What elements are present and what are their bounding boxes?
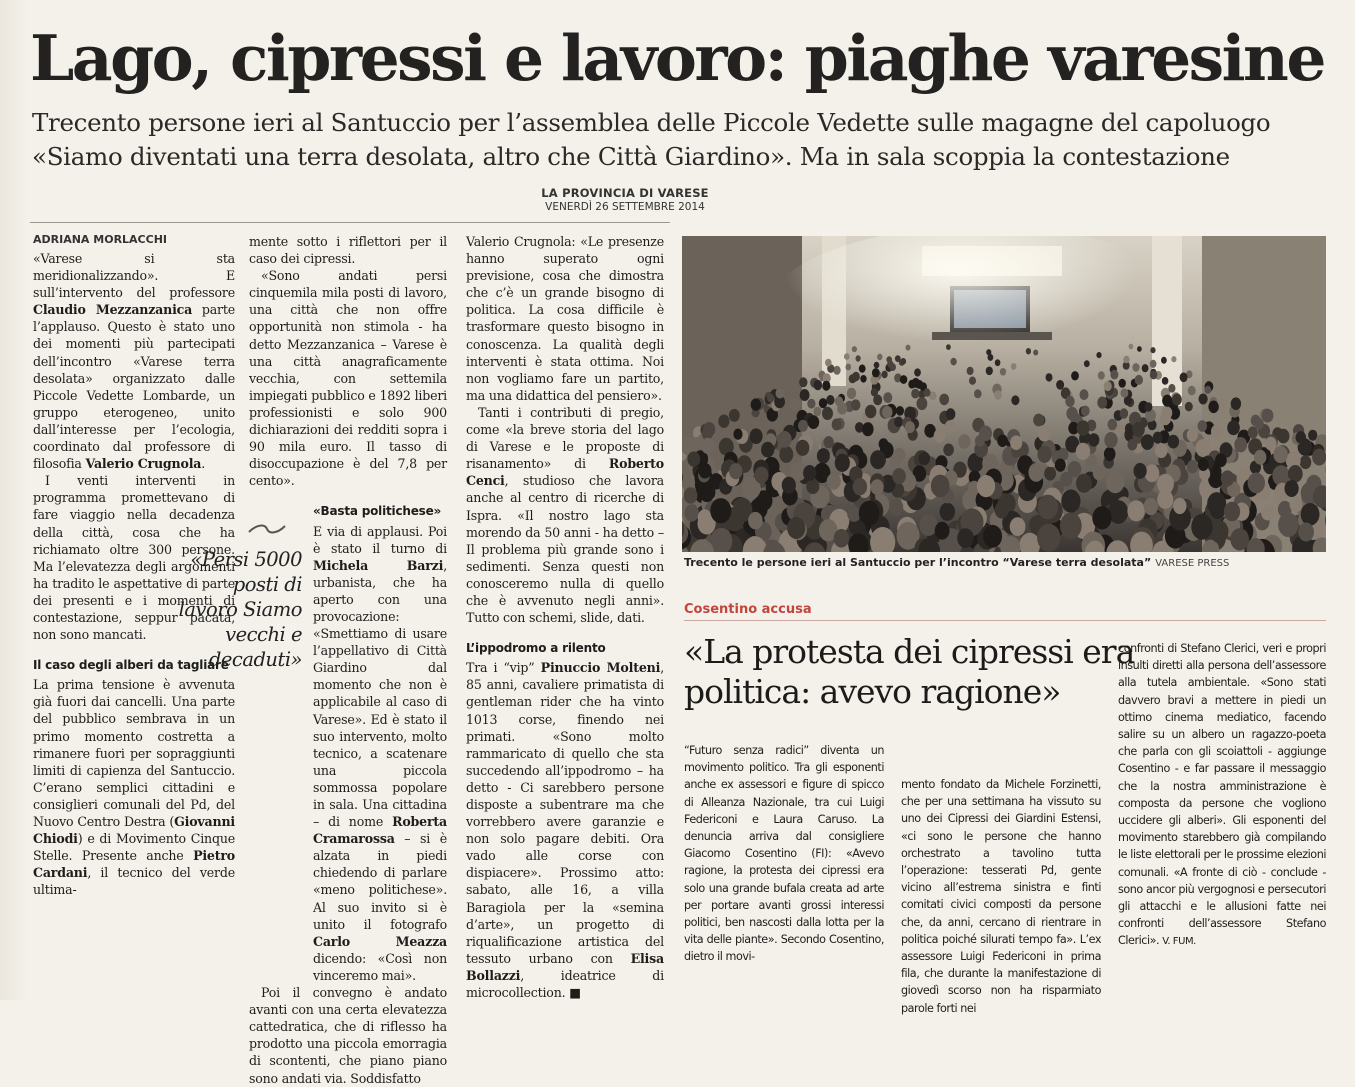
crowd-head [1071, 371, 1079, 380]
publication-name: LA PROVINCIA DI VARESE [540, 186, 710, 200]
crowd-head [853, 478, 867, 495]
crowd-head [1106, 471, 1125, 494]
crowd-head [1273, 446, 1287, 463]
crowd-head [789, 398, 800, 411]
crowd-head [1104, 381, 1112, 391]
event-photo [682, 236, 1326, 552]
crowd-head [908, 380, 915, 389]
box-kicker: Cosentino accusa [684, 602, 812, 617]
crowd-head [1010, 435, 1022, 450]
crowd-head [946, 344, 951, 350]
box-paragraph-text: confronti di Stefano Clerici, veri e propri insulti diretti alla persona dell’assessore alla tutela ambientale. «Sono stati davvero bravi a mettere in piedi un ottimo cinema mediatico, facendo salire su un albero un ragazzo-poeta che parla con gli scoiattoli - aggiunge Cosentino - e far passare il messaggio che la nostra amministrazione è composta da persone che vogliono uccidere gli alberi». Gli esponenti del movimento starebbero già compilando le liste elettorali per le prossime elezioni comunali. «A fronte di ciò - conclude - sono ancor più vergognosi e persecutori gli attacchi e le allusioni fatte nei confronti dell’assessore Stefano Clerici». [1118, 642, 1326, 947]
crowd-head [1168, 384, 1175, 393]
crowd-head [1068, 461, 1082, 477]
crowd-head [1028, 463, 1044, 482]
crowd-head [859, 501, 880, 526]
crowd-head [826, 395, 834, 405]
crowd-head [1061, 490, 1080, 513]
crowd-head [814, 407, 822, 416]
crowd-head [892, 468, 906, 484]
box-paragraph: mento fondato da Michele Forzinetti, che per una settimana ha vissuto su uno dei Cipressi dei Giardini Estensi, «ci sono le persone che hanno orchestrato a tavolino tutta l’operazione: tesserati Pd, gente vicino all’estrema sinistra e finti comitati civici composti da persone che, da anni, cercano di rientrare in politica poiché silurati tempo fa». L’ex assessore Luigi Federiconi in prima fila, che durante la manifestazione di giovedì scorso non ha risparmiato parole forti nei [901, 776, 1101, 1017]
crowd-head [1104, 447, 1116, 461]
photo-caption [684, 556, 1229, 569]
crowd-head [1046, 373, 1053, 381]
crowd-head [900, 375, 907, 384]
crowd-head [729, 463, 742, 479]
crowd-head [934, 429, 946, 443]
crowd-head [914, 368, 921, 376]
headline: Lago, cipressi e lavoro: piaghe varesine [30, 18, 1330, 98]
crowd-head [1150, 370, 1158, 379]
crowd-head [778, 431, 792, 448]
crowd-head [685, 504, 699, 521]
crowd-head [796, 440, 810, 456]
crowd-head [808, 415, 820, 429]
crowd-head [1248, 473, 1265, 494]
crowd-head [995, 501, 1009, 518]
article-column-2 [249, 233, 447, 1087]
crowd-head [800, 389, 810, 401]
crowd-head [1157, 474, 1174, 494]
crowd-head [1221, 470, 1234, 486]
crowd-head [895, 355, 901, 362]
crowd-head [1080, 389, 1089, 400]
crowd-head [1132, 363, 1139, 372]
crowd-head [997, 434, 1008, 447]
crowd-head [817, 448, 830, 464]
crowd-head [906, 345, 911, 351]
crowd-head [871, 388, 878, 397]
crowd-head [874, 362, 880, 369]
crowd-head [1204, 386, 1211, 394]
crowd-head [699, 463, 712, 479]
crowd-head [1098, 371, 1105, 379]
crowd-head [939, 394, 949, 406]
article-paragraph: I venti interventi in programma promettevano di fare viaggio nella decadenza della città, cosa che ha richiamato oltre 300 persone. Ma l’elevatezza degli argomenti ha tradito le aspettative di parte dei presenti e i momenti di contestazione, seppur pacata, non sono mancati. [33, 472, 235, 643]
article-paragraph: Tra i “vip” Pinuccio Molteni, 85 anni, cavaliere primatista di gentleman rider che ha vinto 1013 corse, finendo nei primati. «Sono molto rammaricato di quello che sta succedendo all’ippodromo – ha detto - Ci sarebbero persone disposte a subentrare ma che vorrebbero avere garanzie e non solo pagare debiti. Ora vado alle corse con dispiacere». Prossimo atto: sabato, alle 16, a villa Baragiola per la «semina d’arte», un progetto di riqualificazione artistica del tessuto urbano con Elisa Bollazzi, ideatrice di microcollection. ■ [466, 659, 664, 1001]
crowd-head [1161, 357, 1167, 364]
crowd-head [1119, 379, 1126, 388]
crowd-head [1150, 347, 1155, 353]
crowd-head [1093, 466, 1105, 481]
crowd-head [1011, 395, 1019, 405]
crowd-head [1033, 350, 1038, 356]
crowd-head [1056, 380, 1064, 390]
crowd-head [1198, 420, 1208, 432]
crowd-head [1224, 502, 1240, 521]
crowd-head [1301, 503, 1320, 526]
crowd-head [945, 420, 956, 433]
crowd-head [974, 389, 982, 398]
crowd-head [1300, 455, 1312, 469]
crowd-head [905, 421, 915, 433]
crowd-head [825, 359, 832, 367]
publication-date: VENERDÌ 26 SETTEMBRE 2014 [540, 201, 710, 213]
crowd-head [1168, 435, 1180, 449]
photo-caption-text: Trecento le persone ieri al Santuccio per l’incontro “Varese terra desolata” [684, 556, 1151, 569]
crowd-head [1011, 363, 1017, 370]
crowd-head [779, 446, 793, 463]
crowd-head [824, 436, 834, 448]
crowd-head [986, 367, 993, 376]
crowd-head [894, 417, 903, 428]
crowd-head [692, 437, 702, 450]
crowd-head [798, 420, 808, 432]
crowd-head [1065, 396, 1074, 407]
crowd-head [943, 444, 954, 457]
crowd-head [856, 355, 861, 361]
crowd-head [882, 371, 888, 379]
crowd-head [865, 405, 876, 419]
crowd-head [1108, 419, 1118, 431]
crowd-head [1127, 500, 1145, 521]
crowd-head [1153, 432, 1163, 444]
crowd-head [1162, 406, 1173, 419]
crowd-head [1123, 356, 1129, 364]
crowd-head [1261, 505, 1274, 521]
crowd-head [1137, 346, 1142, 352]
crowd-head [1097, 397, 1107, 409]
crowd-head [1076, 443, 1090, 460]
crowd-head [1208, 401, 1218, 414]
crowd-head [1262, 409, 1274, 423]
crowd-head [799, 377, 807, 387]
crowd-head [846, 364, 852, 371]
crowd-head [967, 367, 974, 375]
crowd-head [1234, 437, 1247, 452]
crowd-head [710, 498, 731, 523]
crowd-head [837, 402, 847, 414]
crowd-head [1120, 408, 1129, 418]
crowd-head [1172, 394, 1182, 406]
crowd-head [919, 452, 930, 466]
crowd-head [1191, 514, 1212, 540]
crowd-head [1185, 402, 1193, 412]
crowd-head [827, 473, 841, 490]
crowd-head [1288, 465, 1303, 483]
crowd-head [995, 359, 1001, 366]
section-heading: Il caso degli alberi da tagliare [33, 657, 235, 674]
crowd-head [718, 415, 729, 428]
crowd-head [870, 450, 886, 469]
crowd-head [1121, 388, 1129, 397]
header-rule [30, 222, 670, 223]
box-headline: «La protesta dei cipressi era politica: avevo ragione» [684, 632, 1164, 712]
crowd-head [977, 475, 995, 497]
crowd-head [1060, 513, 1082, 539]
article-paragraph: La prima tensione è avvenuta già fuori dai cancelli. Una parte del pubblico sembrava in un primo momento costretta a rimanere fuori per sopraggiunti limiti di capienza del Santuccio. C’erano semplici cittadini e consiglieri comunali del Pd, del Nuovo Centro Destra (Giovanni Chiodi) e di Movimento Cinque Stelle. Presente anche Pietro Cardani, il tecnico del verde ultima- [33, 676, 235, 898]
crowd-head [684, 487, 698, 503]
crowd-head [919, 514, 937, 536]
article-column-3 [466, 233, 664, 1001]
crowd-head [1066, 407, 1077, 421]
crowd-head [924, 388, 931, 396]
crowd-head [782, 477, 796, 494]
crowd-head [833, 366, 840, 375]
box-paragraph [1118, 640, 1326, 951]
box-column-1 [684, 742, 884, 966]
crowd-head [1038, 495, 1059, 520]
crowd-head [1227, 420, 1240, 435]
crowd-head [1010, 517, 1026, 536]
crowd-head [767, 394, 774, 403]
crowd-head [1173, 498, 1186, 514]
crowd-head [957, 528, 974, 548]
crowd-head [901, 358, 907, 365]
crowd-head [776, 388, 785, 399]
crowd-head [896, 406, 904, 416]
box-author: V. FUM. [1162, 936, 1196, 947]
crowd-head [917, 397, 928, 410]
crowd-head [883, 392, 892, 403]
article-paragraph: Poi il convegno è andato avanti con una certa elevatezza cattedratica, che di riflesso ha prodotto una piccola emorragia di scontenti, che piano piano sono andati via. Soddisfatto [249, 984, 447, 1087]
crowd-head [1145, 402, 1153, 411]
crowd-head [803, 465, 816, 481]
dateline [540, 186, 710, 213]
crowd-head [1231, 397, 1241, 410]
crowd-head [835, 454, 850, 472]
box-rule [684, 620, 1326, 621]
box-column-2 [901, 776, 1101, 1017]
page-margin [0, 0, 28, 1000]
article-paragraph: Tanti i contributi di pregio, come «la breve storia del lago di Varese e le proposte di risanamento» di Roberto Cenci, studioso che lavora anche al centro di ricerche di Ispra. «Il nostro lago sta morendo da 50 anni - ha detto – Il problema più grande sono i sedimenti. Senza questi non conosceremo nulla di quello che è avvenuto negli anni». Tutto con schemi, slide, dati. [466, 404, 664, 626]
crowd-head [1171, 356, 1176, 362]
subhead-line-1: Trecento persone ieri al Santuccio per l’assemblea delle Piccole Vedette sulle magagne del capoluogo [32, 106, 1332, 140]
article-paragraph: mente sotto i riflettori per il caso dei cipressi. [249, 233, 447, 267]
crowd-head [1110, 370, 1118, 380]
crowd-head [859, 365, 866, 373]
crowd-head [832, 419, 842, 431]
crowd-head [871, 479, 884, 495]
crowd-head [1180, 373, 1188, 383]
crowd-head [1026, 348, 1031, 354]
crowd-head [1135, 375, 1143, 385]
crowd-head [1198, 458, 1209, 471]
crowd-head [877, 354, 882, 361]
crowd-head [822, 407, 833, 420]
crowd-head [1210, 520, 1229, 543]
crowd-head [807, 399, 815, 409]
section-heading: «Basta politichese» [313, 503, 447, 520]
crowd-head [851, 399, 860, 410]
crowd-head [814, 380, 823, 390]
crowd-head [1134, 463, 1147, 479]
crowd-head [935, 522, 950, 540]
crowd-head [1145, 464, 1160, 482]
byline: ADRIANA MORLACCHI [33, 233, 167, 246]
crowd-head [1155, 443, 1167, 458]
crowd-head [847, 506, 861, 522]
crowd-head [733, 429, 742, 440]
crowd-head [1187, 460, 1198, 473]
crowd-head [1199, 394, 1208, 405]
crowd-head [1211, 425, 1223, 439]
crowd-head [1188, 386, 1196, 396]
crowd-head [849, 374, 857, 383]
crowd-head [1132, 422, 1145, 437]
crowd-head [940, 503, 955, 521]
crowd-head [1077, 420, 1090, 436]
crowd-head [1290, 497, 1303, 513]
crowd-head [946, 408, 956, 420]
crowd-head [931, 475, 950, 498]
crowd-head [1096, 352, 1101, 358]
crowd-head [950, 358, 956, 366]
crowd-head [1142, 364, 1149, 372]
crowd-head [1076, 474, 1092, 493]
article-paragraph: «Varese si sta meridionalizzando». E sull’intervento del professore Claudio Mezzanzanica parte l’applauso. Questo è stato uno dei momenti più partecipati dell’incontro «Varese terra desolata» organizzato dalle Piccole Vedette Lombarde, un gruppo eterogeneo, unito dall’interesse per l’ecologia, coordinato dal professore di filosofia Valerio Crugnola. [33, 250, 235, 472]
crowd-head [1055, 459, 1066, 472]
crowd-head [983, 525, 1002, 548]
crowd-head [1088, 433, 1099, 446]
subhead-line-2: «Siamo diventati una terra desolata, altro che Città Giardino». Ma in sala scoppia la contestazione [32, 140, 1332, 174]
crowd-head [1298, 523, 1314, 542]
crowd-head [1207, 492, 1226, 515]
photo-credit: VARESE PRESS [1155, 558, 1229, 569]
crowd-head [969, 377, 976, 385]
crowd-head [860, 375, 866, 383]
crowd-head [1248, 426, 1258, 438]
crowd-head [822, 381, 830, 391]
crowd-head [1265, 437, 1277, 451]
crowd-head [1196, 439, 1211, 457]
crowd-head [1092, 506, 1111, 529]
crowd-head [958, 434, 970, 449]
crowd-head [1038, 446, 1052, 463]
crowd-head [1285, 480, 1299, 497]
article-paragraph: E via di applausi. Poi è stato il turno di Michela Barzi, urbanista, che ha aperto con una provocazione: «Smettiamo di usare l’appellativo di Città Giardino dal momento che non è applicabile al caso di Varese». Ed è stato il suo intervento, molto tecnico, a scatenare una piccola sommossa popolare in sala. Una cittadina – di nome Roberta Cramarossa – si è alzata in piedi chiedendo di parlare «meno politichese». Al suo invito si è unito il fotografo Carlo Meazza dicendo: «Così non vinceremo mai». [313, 523, 447, 985]
crowd-head [1150, 360, 1157, 368]
box-paragraph: “Futuro senza radici” diventa un movimento politico. Tra gli esponenti anche ex assessori e figure di spicco di Alleanza Nazionale, tra cui Luigi Federiconi e Laura Caruso. La denuncia arriva dal consigliere Giacomo Cosentino (FI): «Avevo ragione, la protesta dei cipressi era solo una grande bufala creata ad arte per portare avanti grossi interessi politici, ben nascosti dalla lotta per la vita delle piante». Secondo Cosentino, dietro il movi- [684, 742, 884, 966]
crowd-head [748, 512, 763, 530]
crowd-head [687, 451, 700, 466]
crowd-head [1278, 513, 1298, 537]
crowd-head [1104, 432, 1117, 448]
article-paragraph: Valerio Crugnola: «Le presenze hanno superato ogni previsione, cosa che dimostra che c’è un grande bisogno di politica. La cosa difficile è trasformare questo bisogno in conoscenza. La qualità degli interventi è stata ottima. Noi non vogliamo fare un partito, ma una didattica del pensiero». [466, 233, 664, 404]
section-heading: L’ippodromo a rilento [466, 640, 664, 657]
crowd-head [872, 368, 880, 377]
pull-quote-text: «Persi 5000 posti di lavoro Siamo vecchi e decaduti» [179, 548, 302, 671]
crowd-head [1254, 450, 1266, 465]
crowd-head [1037, 524, 1060, 552]
crowd-head [1187, 428, 1198, 442]
crowd-head [1038, 427, 1051, 442]
crowd-head [894, 448, 906, 462]
crowd-head [1044, 466, 1056, 480]
crowd-head [862, 422, 874, 436]
crowd-head [1312, 449, 1326, 466]
crowd-head [994, 390, 1002, 400]
crowd-head [1162, 395, 1172, 407]
audience-photo-illustration [682, 236, 1326, 552]
crowd-head [1129, 344, 1134, 350]
crowd-head [729, 409, 740, 422]
crowd-head [986, 349, 991, 355]
crowd-head [847, 388, 856, 399]
crowd-head [1081, 406, 1090, 417]
crowd-head [1230, 528, 1249, 550]
crowd-head [1084, 360, 1090, 367]
crowd-head [889, 499, 903, 516]
crowd-head [852, 346, 857, 352]
crowd-head [1141, 434, 1154, 450]
crowd-head [1000, 368, 1006, 376]
crowd-head [887, 360, 893, 368]
crowd-head [1144, 498, 1158, 515]
crowd-head [754, 467, 768, 484]
crowd-head [1033, 414, 1044, 427]
crowd-head [750, 428, 763, 444]
box-column-3 [1118, 640, 1326, 951]
crowd-head [751, 398, 761, 410]
crowd-head [834, 529, 849, 548]
crowd-head [882, 406, 892, 419]
article-paragraph: «Sono andati persi cinquemila mila posti di lavoro, una città che non offre opportunità non stimola - ha detto Mezzanzanica – Varese è una città anagraficamente vecchia, con settemila impiegati pubblico e 1892 liberi professionisti e solo 900 dichiarazioni dei redditi sopra i 90 mila euro. Il tasso di disoccupazione è del 7,8 per cento». [249, 267, 447, 489]
crowd-head [1162, 377, 1169, 385]
crowd-head [979, 426, 992, 442]
crowd-head [701, 438, 714, 454]
crowd-head [911, 389, 919, 399]
crowd-head [1296, 431, 1307, 444]
crowd-head [819, 398, 827, 408]
crowd-head [761, 442, 774, 458]
crowd-head [787, 517, 805, 539]
crowd-head [844, 353, 850, 360]
